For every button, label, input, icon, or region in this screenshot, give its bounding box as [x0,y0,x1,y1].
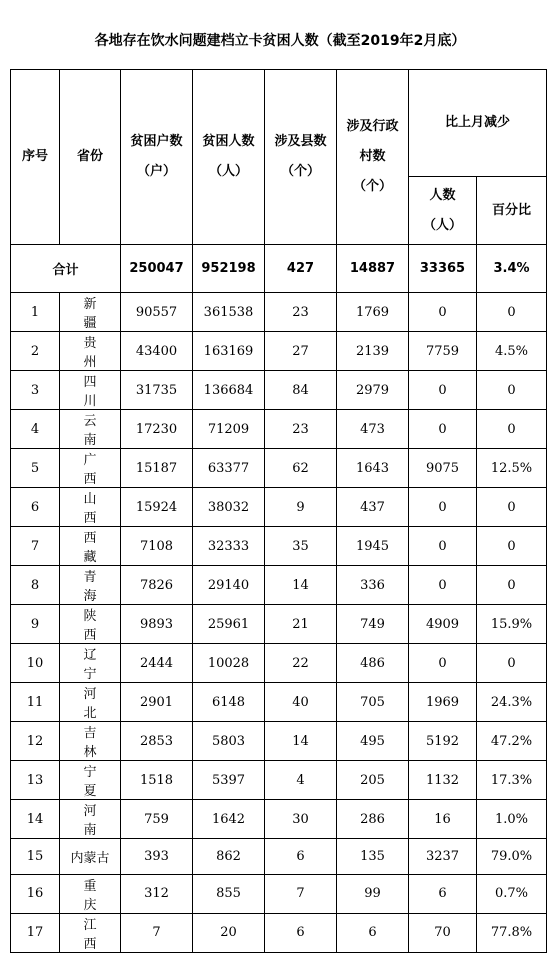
cell-dec-pct: 0 [477,527,547,566]
cell-province: 陕西 [60,605,121,644]
cell-province: 江西 [60,913,121,952]
table-row [11,722,547,761]
cell-people: 163169 [193,332,265,371]
total-households: 250047 [121,245,193,293]
table-row [11,761,547,800]
cell-people: 136684 [193,371,265,410]
cell-households: 7826 [121,566,193,605]
cell-dec-pct: 17.3% [477,761,547,800]
cell-dec-pct: 24.3% [477,683,547,722]
table-row [11,449,547,488]
cell-seq: 13 [11,761,60,800]
table-row [11,527,547,566]
total-dec-pct: 3.4% [477,245,547,293]
cell-dec-people: 5192 [409,722,477,761]
total-label: 合计 [11,245,121,293]
cell-province: 云南 [60,410,121,449]
cell-villages: 1643 [337,449,409,488]
cell-counties: 27 [265,332,337,371]
cell-counties: 40 [265,683,337,722]
cell-households: 393 [121,839,193,875]
cell-people: 10028 [193,644,265,683]
cell-villages: 99 [337,874,409,913]
cell-counties: 23 [265,410,337,449]
cell-seq: 10 [11,644,60,683]
cell-people: 25961 [193,605,265,644]
table-row [11,644,547,683]
total-dec-people: 33365 [409,245,477,293]
total-villages: 14887 [337,245,409,293]
cell-dec-people: 70 [409,913,477,952]
cell-households: 9893 [121,605,193,644]
total-counties: 427 [265,245,337,293]
cell-counties: 30 [265,800,337,839]
table-row [11,410,547,449]
cell-dec-pct: 0 [477,644,547,683]
header-villages: 涉及行政 村数 （个） [337,70,409,245]
cell-dec-people: 0 [409,566,477,605]
cell-seq: 11 [11,683,60,722]
cell-province: 西藏 [60,527,121,566]
header-seq: 序号 [11,70,60,245]
cell-dec-pct: 0 [477,410,547,449]
cell-villages: 495 [337,722,409,761]
cell-people: 5397 [193,761,265,800]
cell-dec-people: 0 [409,644,477,683]
cell-province: 内蒙古 [60,839,121,875]
cell-counties: 14 [265,566,337,605]
cell-dec-people: 9075 [409,449,477,488]
cell-villages: 6 [337,913,409,952]
cell-households: 2444 [121,644,193,683]
cell-people: 361538 [193,293,265,332]
cell-villages: 1945 [337,527,409,566]
cell-people: 1642 [193,800,265,839]
table-row [11,800,547,839]
cell-counties: 9 [265,488,337,527]
cell-seq: 6 [11,488,60,527]
cell-dec-people: 4909 [409,605,477,644]
cell-seq: 4 [11,410,60,449]
cell-dec-pct: 15.9% [477,605,547,644]
cell-villages: 473 [337,410,409,449]
cell-counties: 14 [265,722,337,761]
cell-households: 17230 [121,410,193,449]
cell-people: 862 [193,839,265,875]
cell-seq: 3 [11,371,60,410]
cell-counties: 4 [265,761,337,800]
cell-seq: 16 [11,874,60,913]
cell-people: 20 [193,913,265,952]
header-people: 贫困人数 （人） [193,70,265,245]
cell-villages: 749 [337,605,409,644]
cell-counties: 35 [265,527,337,566]
cell-province: 辽宁 [60,644,121,683]
total-row [11,245,547,293]
cell-villages: 336 [337,566,409,605]
cell-villages: 437 [337,488,409,527]
cell-villages: 205 [337,761,409,800]
cell-dec-people: 1969 [409,683,477,722]
cell-households: 31735 [121,371,193,410]
cell-households: 15187 [121,449,193,488]
cell-people: 32333 [193,527,265,566]
cell-counties: 6 [265,839,337,875]
cell-people: 5803 [193,722,265,761]
cell-province: 广西 [60,449,121,488]
cell-counties: 62 [265,449,337,488]
cell-dec-pct: 0 [477,566,547,605]
cell-province: 四川 [60,371,121,410]
table-row [11,913,547,952]
cell-households: 15924 [121,488,193,527]
header-counties: 涉及县数 （个） [265,70,337,245]
cell-dec-people: 0 [409,293,477,332]
cell-dec-people: 0 [409,527,477,566]
table-row [11,293,547,332]
cell-households: 7108 [121,527,193,566]
header-dec-people: 人数 （人） [409,177,477,245]
poverty-water-table [10,69,547,953]
cell-dec-pct: 0 [477,371,547,410]
cell-dec-pct: 1.0% [477,800,547,839]
cell-dec-people: 6 [409,874,477,913]
table-row [11,566,547,605]
cell-province: 新疆 [60,293,121,332]
cell-seq: 8 [11,566,60,605]
cell-counties: 23 [265,293,337,332]
cell-people: 38032 [193,488,265,527]
cell-province: 宁夏 [60,761,121,800]
cell-province: 河南 [60,800,121,839]
cell-people: 71209 [193,410,265,449]
cell-households: 2901 [121,683,193,722]
total-people: 952198 [193,245,265,293]
cell-seq: 12 [11,722,60,761]
table-title: 各地存在饮水问题建档立卡贫困人数（截至2019年2月底） [94,33,466,49]
cell-households: 43400 [121,332,193,371]
cell-dec-people: 0 [409,371,477,410]
cell-dec-pct: 0 [477,293,547,332]
cell-province: 贵州 [60,332,121,371]
cell-counties: 6 [265,913,337,952]
cell-seq: 14 [11,800,60,839]
cell-dec-people: 1132 [409,761,477,800]
cell-seq: 9 [11,605,60,644]
cell-counties: 21 [265,605,337,644]
cell-dec-pct: 12.5% [477,449,547,488]
cell-dec-people: 0 [409,488,477,527]
header-dec-pct: 百分比 [477,177,547,245]
cell-seq: 1 [11,293,60,332]
cell-dec-pct: 47.2% [477,722,547,761]
cell-province: 吉林 [60,722,121,761]
table-row [11,874,547,913]
cell-seq: 5 [11,449,60,488]
cell-seq: 17 [11,913,60,952]
cell-seq: 15 [11,839,60,875]
cell-dec-pct: 4.5% [477,332,547,371]
cell-households: 90557 [121,293,193,332]
cell-villages: 286 [337,800,409,839]
cell-people: 29140 [193,566,265,605]
cell-counties: 7 [265,874,337,913]
cell-households: 2853 [121,722,193,761]
cell-villages: 486 [337,644,409,683]
cell-villages: 2979 [337,371,409,410]
cell-people: 855 [193,874,265,913]
table-row [11,332,547,371]
table-row [11,371,547,410]
cell-villages: 135 [337,839,409,875]
header-province: 省份 [60,70,121,245]
cell-households: 312 [121,874,193,913]
cell-counties: 22 [265,644,337,683]
cell-province: 河北 [60,683,121,722]
header-decrease: 比上月减少 [409,70,547,177]
table-row [11,488,547,527]
table-row [11,683,547,722]
table-row [11,605,547,644]
cell-villages: 1769 [337,293,409,332]
cell-households: 1518 [121,761,193,800]
cell-dec-pct: 77.8% [477,913,547,952]
cell-villages: 705 [337,683,409,722]
cell-people: 6148 [193,683,265,722]
cell-people: 63377 [193,449,265,488]
table-row [11,839,547,875]
cell-dec-people: 0 [409,410,477,449]
cell-dec-pct: 79.0% [477,839,547,875]
header-households: 贫困户数 （户） [121,70,193,245]
cell-province: 山西 [60,488,121,527]
cell-seq: 7 [11,527,60,566]
cell-dec-people: 16 [409,800,477,839]
cell-province: 重庆 [60,874,121,913]
cell-dec-people: 3237 [409,839,477,875]
cell-province: 青海 [60,566,121,605]
cell-villages: 2139 [337,332,409,371]
cell-households: 759 [121,800,193,839]
cell-counties: 84 [265,371,337,410]
cell-dec-people: 7759 [409,332,477,371]
cell-households: 7 [121,913,193,952]
cell-seq: 2 [11,332,60,371]
cell-dec-pct: 0 [477,488,547,527]
cell-dec-pct: 0.7% [477,874,547,913]
